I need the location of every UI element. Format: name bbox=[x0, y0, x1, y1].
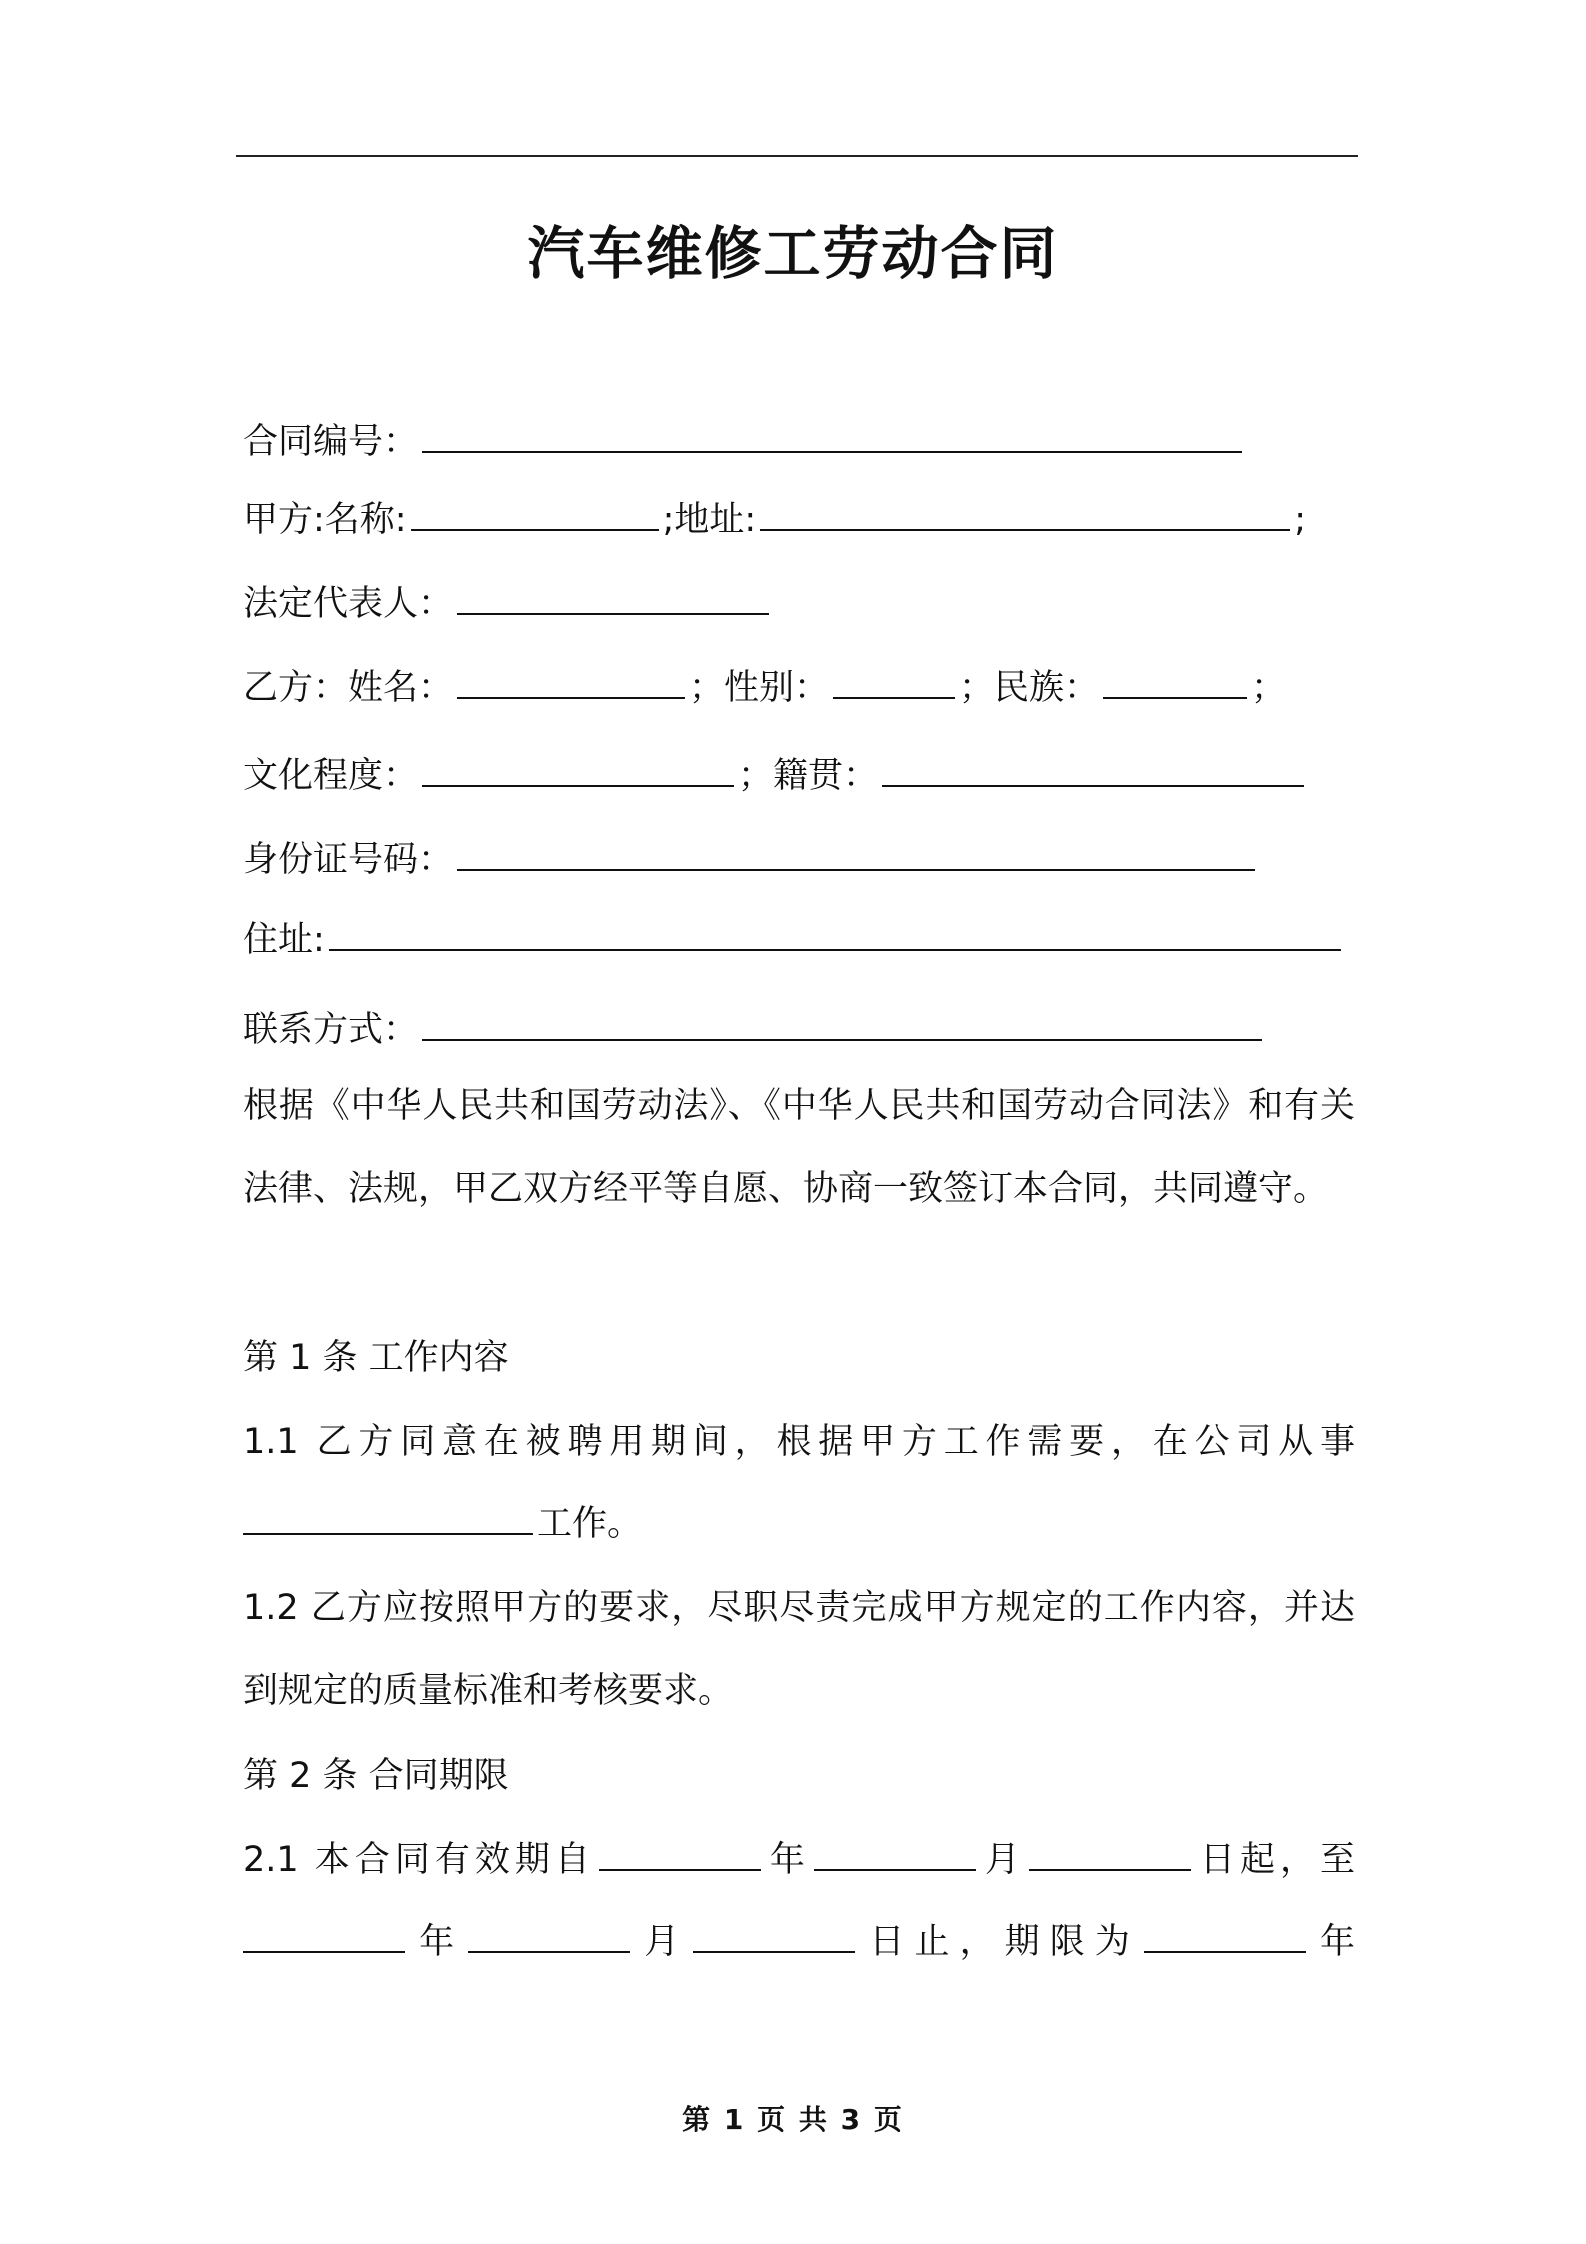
education-label: 文化程度： bbox=[243, 756, 419, 796]
article-1-2-paragraph: 1.2 乙方应按照甲方的要求，尽职尽责完成甲方规定的工作内容，并达到规定的质量标准和考核要求。 bbox=[243, 1588, 1355, 1711]
id-number-row bbox=[243, 838, 1259, 882]
start-year-blank bbox=[599, 1839, 761, 1871]
contact-blank bbox=[422, 1009, 1262, 1041]
start-day-blank bbox=[1029, 1839, 1191, 1871]
ethnicity-blank bbox=[1103, 667, 1247, 699]
article-2-1-line1 bbox=[243, 1838, 1355, 1882]
id-number-label: 身份证号码： bbox=[243, 840, 454, 880]
ethnicity-label: ；民族： bbox=[959, 668, 1100, 708]
party-b-name-blank bbox=[457, 667, 685, 699]
end-month-label: 月 bbox=[634, 1922, 690, 1962]
start-day-label: 日起，至 bbox=[1194, 1840, 1355, 1880]
article-1-1-line2 bbox=[243, 1502, 642, 1546]
start-month-blank bbox=[814, 1839, 976, 1871]
job-title-blank bbox=[243, 1503, 533, 1535]
article-1-1-end: 工作。 bbox=[537, 1504, 643, 1544]
end-month-blank bbox=[468, 1921, 630, 1953]
contract-number-label: 合同编号： bbox=[243, 422, 419, 462]
address-blank bbox=[329, 919, 1341, 951]
end-year-blank bbox=[243, 1921, 405, 1953]
article-2-1-line2 bbox=[243, 1920, 1355, 1964]
address-row bbox=[243, 918, 1345, 962]
term-years-label: 年 bbox=[1309, 1922, 1355, 1962]
end-day-label: 日止，期限为 bbox=[859, 1922, 1140, 1962]
article-2-heading: 第 2 条 合同期限 bbox=[243, 1756, 509, 1796]
education-row bbox=[243, 754, 1308, 798]
party-a-row bbox=[243, 498, 1306, 542]
preamble-paragraph: 根据《中华人民共和国劳动法》、《中华人民共和国劳动合同法》和有关法律、法规，甲乙双方经平等自愿、协商一致签订本合同，共同遵守。 bbox=[243, 1086, 1355, 1209]
contact-label: 联系方式： bbox=[243, 1010, 419, 1050]
party-a-name-label: 甲方:名称: bbox=[243, 500, 407, 540]
party-a-address-end: ; bbox=[1294, 500, 1306, 540]
end-day-blank bbox=[693, 1921, 855, 1953]
term-start-label: 2.1 本合同有效期自 bbox=[243, 1840, 595, 1880]
term-years-blank bbox=[1144, 1921, 1306, 1953]
gender-label: ；性别： bbox=[689, 668, 830, 708]
article-1-heading: 第 1 条 工作内容 bbox=[243, 1338, 509, 1378]
party-b-name-label: 乙方：姓名： bbox=[243, 668, 454, 708]
end-year-label: 年 bbox=[409, 1922, 465, 1962]
page-footer: 第 1 页 共 3 页 bbox=[682, 2103, 904, 2136]
party-a-address-blank bbox=[760, 499, 1290, 531]
native-place-blank bbox=[882, 755, 1304, 787]
ethnicity-end: ； bbox=[1251, 668, 1287, 708]
legal-rep-row bbox=[243, 582, 773, 626]
gender-blank bbox=[833, 667, 955, 699]
document-title: 汽车维修工劳动合同 bbox=[527, 221, 1059, 287]
id-number-blank bbox=[457, 839, 1255, 871]
start-month-label: 月 bbox=[979, 1840, 1025, 1880]
contract-number-blank bbox=[422, 421, 1242, 453]
party-b-row bbox=[243, 666, 1286, 710]
legal-rep-label: 法定代表人： bbox=[243, 584, 454, 624]
education-blank bbox=[422, 755, 734, 787]
contract-number-row bbox=[243, 420, 1246, 464]
party-a-name-blank bbox=[411, 499, 659, 531]
party-a-address-label: ;地址: bbox=[662, 500, 757, 540]
header-rule bbox=[236, 155, 1358, 157]
native-place-label: ；籍贯： bbox=[738, 756, 879, 796]
address-label: 住址: bbox=[243, 920, 325, 960]
start-year-label: 年 bbox=[764, 1840, 810, 1880]
article-1-1-line1: 1.1 乙方同意在被聘用期间，根据甲方工作需要，在公司从事 bbox=[243, 1422, 1355, 1462]
contact-row bbox=[243, 1008, 1266, 1052]
legal-rep-blank bbox=[457, 583, 769, 615]
